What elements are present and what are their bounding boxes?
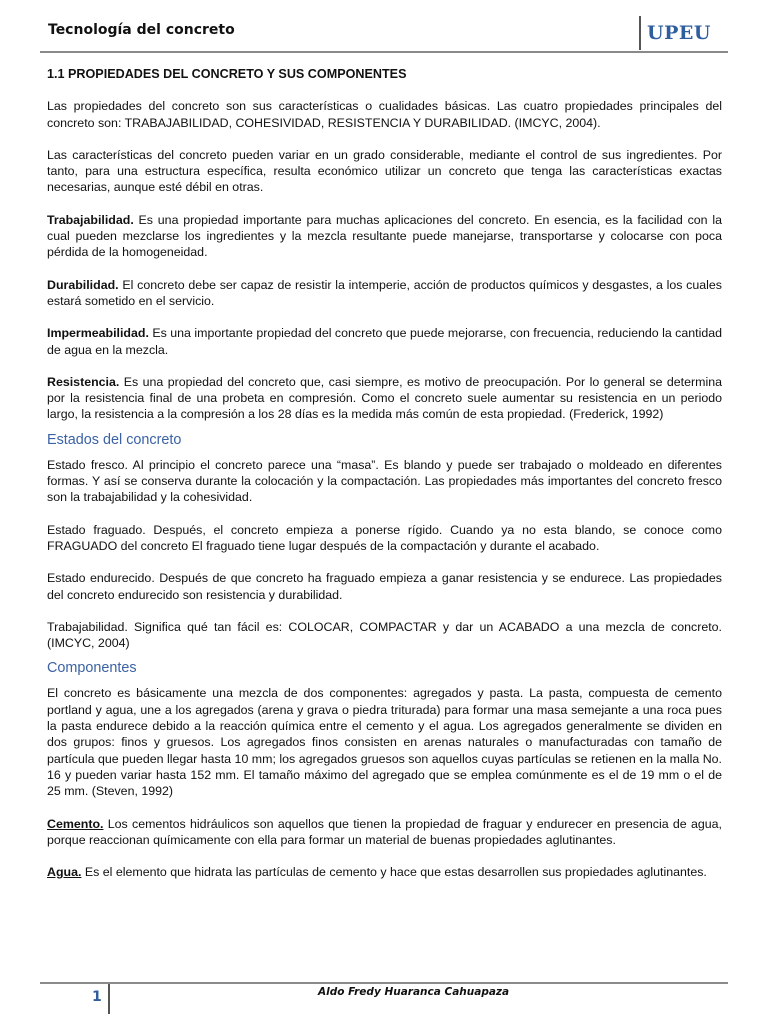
term-resistencia: Resistencia. xyxy=(47,374,120,389)
header-logo: UPEU xyxy=(647,22,711,44)
term-trabajabilidad: Trabajabilidad. xyxy=(47,212,134,227)
paragraph-estado-fraguado xyxy=(47,522,722,555)
paragraph-caracteristicas: Las características del concreto pueden variar en un grado considerable, mediante el control de sus ingredientes. Por tanto, para una estructura específica, resulta económico utilizar un concreto que tenga las características exactas necesarias, aunque esté débil en otras. xyxy=(47,147,722,195)
text-agua: Es el elemento que hidrata las partículas de cemento y hace que estas desarrollen sus propiedades aglutinantes. xyxy=(81,865,707,880)
text-trabajabilidad-2: Significa qué tan fácil es: COLOCAR, COMPACTAR y dar un ACABADO a una mezcla de concreto. (IMCYC, 2004) xyxy=(47,619,722,651)
term-estado-endurecido: Estado endurecido. xyxy=(47,571,155,586)
term-impermeabilidad: Impermeabilidad. xyxy=(47,326,149,341)
header-rule xyxy=(40,51,728,53)
text-estado-endurecido: Después de que concreto ha fraguado empieza a ganar resistencia y se endurece. Las propiedades del concreto endurecido son resistencia y durabilidad. xyxy=(47,571,722,602)
document-body xyxy=(47,66,722,880)
heading-estados: Estados del concreto xyxy=(47,431,182,448)
page-footer xyxy=(40,980,728,1020)
term-cemento: Cemento. xyxy=(47,816,104,831)
term-durabilidad: Durabilidad. xyxy=(47,277,119,292)
header-title: Tecnología del concreto xyxy=(48,22,235,38)
page-header xyxy=(40,16,728,52)
section-title: 1.1 PROPIEDADES DEL CONCRETO Y SUS COMPONENTES xyxy=(47,67,407,81)
paragraph-trabajabilidad-2 xyxy=(47,619,722,652)
paragraph-propiedades: Las propiedades del concreto son sus características o cualidades básicas. Las cuatro propiedades principales del concreto son: TRABAJABILIDAD, COHESIVIDAD, RESISTENCIA Y DURABILIDAD. (IMCYC, 2004). xyxy=(47,99,722,130)
paragraph-agua xyxy=(47,864,722,880)
term-trabajabilidad-2: Trabajabilidad. xyxy=(47,619,128,634)
paragraph-trabajabilidad xyxy=(47,212,722,261)
paragraph-componentes: El concreto es básicamente una mezcla de dos componentes: agregados y pasta. La pasta, compuesta de cemento portland y agua, une a los agregados (arena y grava o piedra triturada) para formar una masa semejante a una roca pues la pasta endurece debido a la reacción química entre el cemento y el agua. Los agregados generalmente se dividen en dos grupos: finos y gruesos. Los agregados finos consisten en arenas naturales o manufacturadas con tamaño de partícula que pueden llegar hasta 10 mm; los agregados gruesos son aquellos cuyas partículas se retienen en la malla No. 16 y pueden variar hasta 152 mm. El tamaño máximo del agregado que se emplea comúnmente es el de 19 mm o el de 25 mm. (Steven, 1992) xyxy=(47,686,722,799)
text-impermeabilidad: Es una importante propiedad del concreto que puede mejorarse, con frecuencia, reduciendo la cantidad de agua en la mezcla. xyxy=(47,326,723,357)
text-cemento: Los cementos hidráulicos son aquellos que tienen la propiedad de fraguar y endurecer en presencia de agua, porque reaccionan químicamente con ella para formar un material de buenas propiedades aglutinantes. xyxy=(47,816,722,847)
text-estado-fresco: Al principio el concreto parece una “masa”. Es blando y puede ser trabajado o moldeado en diferentes formas. Y así se conserva durante la colocación y la compactación. Las propiedades más importantes del concreto fresco son la trabajabilidad y la cohesividad. xyxy=(47,457,722,505)
term-agua: Agua. xyxy=(47,865,82,880)
paragraph-cemento xyxy=(47,816,722,849)
paragraph-estado-endurecido xyxy=(47,570,722,603)
text-trabajabilidad: Es una propiedad importante para muchas aplicaciones del concreto. En esencia, es la facilidad con la cual pueden mezclarse los ingredientes y la mezcla resultante puede manejarse, transportarse y colocarse con poca pérdida de la homogeneidad. xyxy=(47,212,722,260)
text-estado-fraguado: Después, el concreto empieza a ponerse rígido. Cuando ya no esta blando, se conoce como FRAGUADO del concreto El fraguado tiene lugar después de la compactación y durante el acabado. xyxy=(47,522,722,553)
text-resistencia: Es una propiedad del concreto que, casi siempre, es motivo de preocupación. Por lo general se determina por la resistencia final de una probeta en compresión. Como el concreto suele aumentar su resistencia en un periodo largo, la resistencia a la compresión a los 28 días es la medida más común de esta propiedad. (Frederick, 1992) xyxy=(47,374,722,422)
term-estado-fresco: Estado fresco. xyxy=(47,457,128,472)
footer-divider xyxy=(108,984,110,1014)
footer-rule xyxy=(40,982,728,984)
heading-componentes: Componentes xyxy=(47,660,137,677)
paragraph-durabilidad xyxy=(47,277,722,310)
paragraph-resistencia xyxy=(47,374,722,423)
page-number: 1 xyxy=(92,989,102,1005)
header-divider xyxy=(639,16,641,50)
footer-author: Aldo Fredy Huaranca Cahuapaza xyxy=(318,986,510,998)
paragraph-impermeabilidad xyxy=(47,325,722,358)
paragraph-estado-fresco xyxy=(47,457,722,506)
term-estado-fraguado: Estado fraguado. xyxy=(47,522,146,537)
text-durabilidad: El concreto debe ser capaz de resistir la intemperie, acción de productos químicos y desgastes, a los cuales estará sometido en el servicio. xyxy=(47,277,722,308)
